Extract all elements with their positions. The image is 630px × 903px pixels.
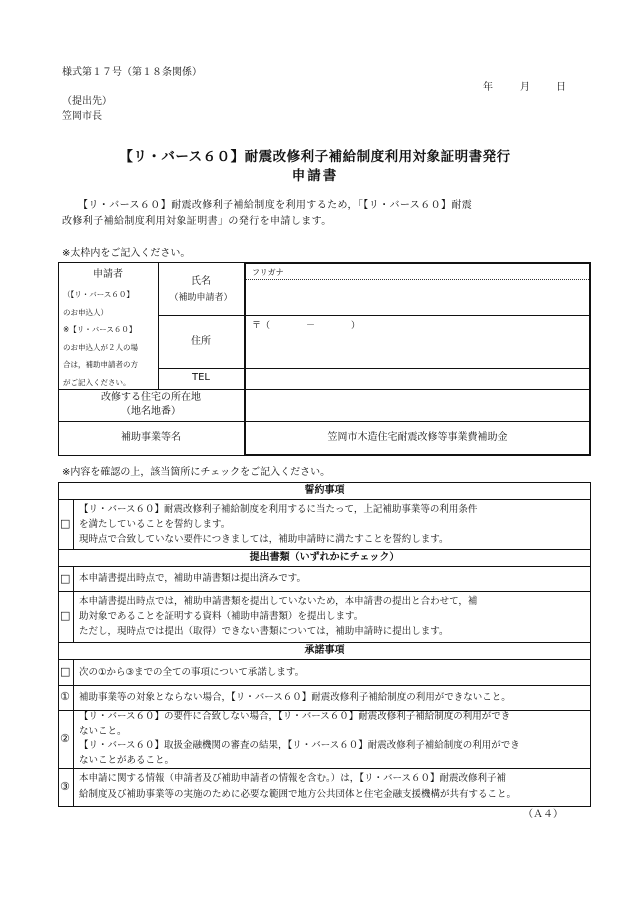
intro-line-1: 【リ・バース６０】耐震改修利子補給制度を利用するため，「【リ・バース６０】耐震 (78, 200, 473, 211)
date-year-label: 年 (483, 82, 493, 93)
consent-item-1-text: 補助事業等の対象とならない場合，【リ・バース６０】耐震改修利子補給制度の利用ができないこと。 (79, 692, 511, 703)
address-label: 住所 (191, 336, 211, 347)
location-field[interactable] (248, 392, 588, 420)
location-sub-label: （地名地番） (121, 406, 181, 417)
intro-line-2: 改修利子補給制度利用対象証明書」の発行を申請します。 (62, 216, 332, 227)
form-number: 様式第１７号（第１８条関係） (62, 67, 202, 78)
documents-header: 提出書類（いずれかにチェック） (249, 552, 400, 563)
addressee-label: （提出先） (62, 96, 112, 107)
applicant-note: ※太枠内をご記入ください。 (62, 248, 191, 259)
furigana-label: フリガナ (252, 268, 284, 277)
documents-option-1-text: 本申請書提出時点で，補助申請書類は提出済みです。 (79, 573, 307, 584)
addressee: 笠岡市長 (62, 111, 102, 122)
furigana-field[interactable] (248, 266, 588, 278)
name-label: 氏名 (191, 276, 211, 287)
consent-item-1-mark: ① (60, 690, 70, 703)
consent-item-3-mark: ③ (60, 780, 70, 793)
address-field[interactable] (248, 334, 588, 366)
pledge-header: 誓約事項 (304, 485, 345, 496)
name-sub-label: （補助申請者） (169, 293, 233, 303)
page-title: 【リ・バース６０】耐震改修利子補給制度利用対象証明書発行 (119, 149, 511, 165)
page-subtitle: 申請書 (291, 168, 339, 184)
documents-option-2-text: 本申請書提出時点では，補助申請書類を提出していないため，本申請書の提出と合わせて，補 助対象であることを証明する資料（補助申請書類）を提出します。 ただし，現時点では提出（取得）できない書類については，補助申請時に提出します。 (79, 596, 478, 637)
tel-field[interactable] (248, 370, 588, 388)
name-field[interactable] (248, 282, 588, 314)
consent-checkbox[interactable]: □ (60, 665, 71, 678)
consent-intro: 次の①から③までの全ての事項について承諾します。 (79, 667, 305, 678)
date-day-label: 日 (556, 82, 566, 93)
location-label: 改修する住宅の所在地 (101, 392, 201, 403)
pledge-text: 【リ・バース６０】耐震改修利子補給制度を利用するに当たって，上記補助事業等の利用条件 を満たしていることを誓約します。 現時点で合致していない要件につきましては，補助申請時に満たすことを誓約します。 (79, 504, 478, 545)
consent-item-2-text: 【リ・バース６０】の要件に合致しない場合，【リ・バース６０】耐震改修利子補給制度の利用ができ ないこと。 【リ・バース６０】取扱金融機関の審査の結果，【リ・バース６０】耐震改修利子補給制度の利用ができ ないことがあること。 (79, 711, 520, 766)
applicant-label: 申請者 (93, 269, 123, 280)
documents-option-2-checkbox[interactable]: □ (60, 609, 71, 622)
consent-item-3-text: 本申請に関する情報（申請者及び補助申請者の情報を含む。）は，【リ・バース６０】耐震改修利子補 給制度及び補助事業等の実施のために必要な範囲で地方公共団体と住宅金融支援機構が共有すること。 (79, 773, 517, 800)
consent-header: 承諾事項 (304, 645, 345, 656)
date-month-label: 月 (520, 82, 530, 93)
tel-label: TEL (192, 372, 210, 383)
paper-size-label: （Ａ４） (523, 809, 563, 820)
postal-code-field[interactable]: 〒（ － ） (252, 321, 361, 331)
pledge-checkbox[interactable]: □ (60, 517, 71, 530)
subsidy-value: 笠岡市木造住宅耐震改修等事業費補助金 (327, 432, 508, 443)
check-note: ※内容を確認の上，該当箇所にチェックをご記入ください。 (62, 467, 331, 478)
applicant-description: （【リ・バース６０】 のお申込人） ※【リ・バース６０】 のお申込人が２人の場 合は，補助申請者の方 がご記入ください。 (63, 290, 138, 387)
documents-option-1-checkbox[interactable]: □ (60, 572, 71, 585)
subsidy-label: 補助事業等名 (121, 432, 181, 443)
consent-item-2-mark: ② (60, 732, 70, 745)
